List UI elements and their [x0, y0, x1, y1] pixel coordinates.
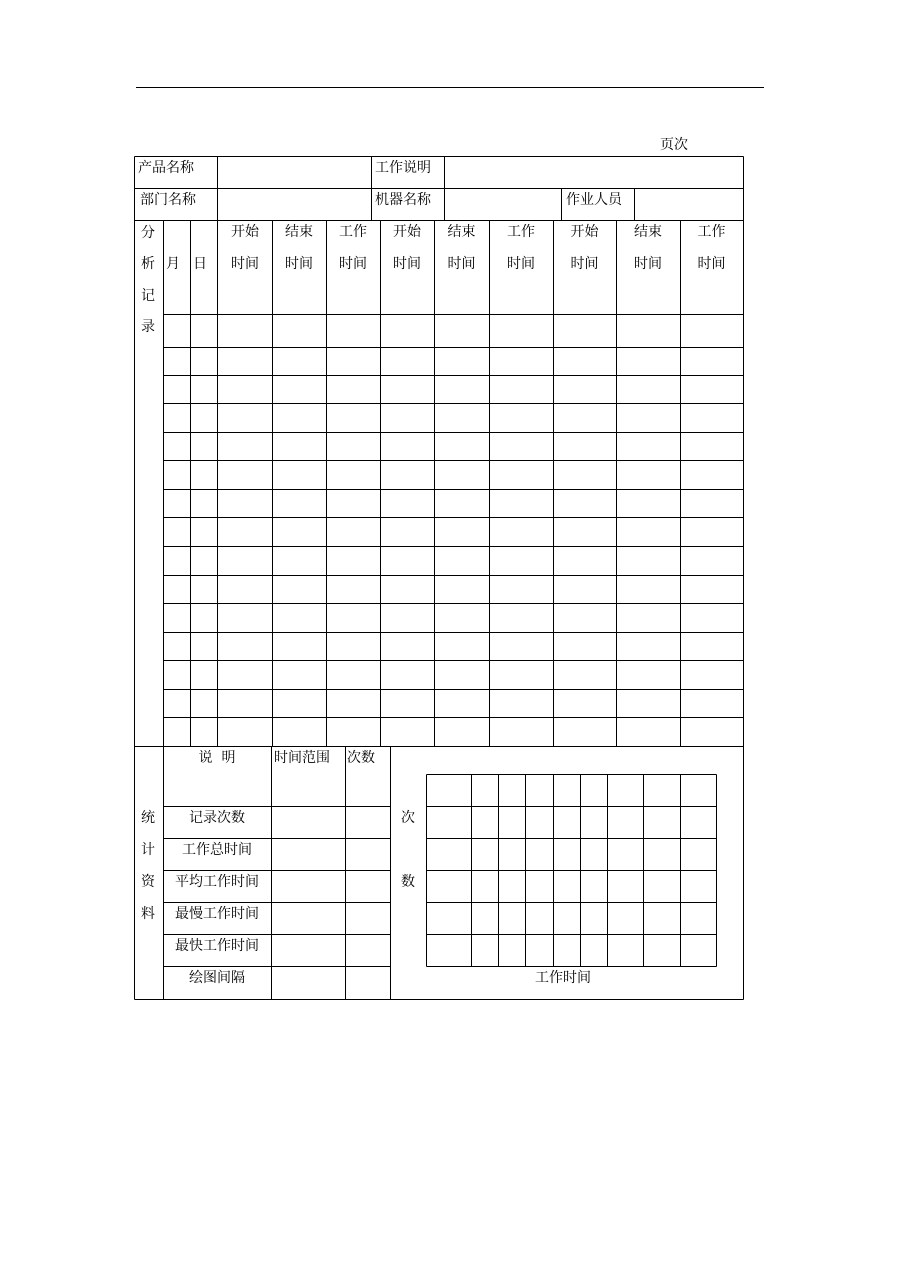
analysis-side-label-1: 分	[141, 225, 155, 241]
month-header: 月	[166, 256, 180, 272]
stats-row-record-count: 记录次数	[189, 810, 245, 826]
operator-label: 作业人员	[566, 192, 622, 208]
start-time-header-1a: 开始	[231, 224, 259, 240]
department-name-label: 部门名称	[140, 192, 196, 208]
analysis-side-label-2: 析	[141, 256, 155, 272]
work-description-label: 工作说明	[375, 160, 431, 176]
stats-row-total-work-time: 工作总时间	[182, 842, 252, 858]
stats-side-label-4: 料	[141, 906, 155, 922]
work-time-header-3a: 工作	[697, 224, 726, 240]
stats-side-label-3: 资	[141, 874, 155, 890]
start-time-header-2a: 开始	[393, 224, 421, 240]
work-time-header-2a: 工作	[507, 224, 535, 240]
end-time-header-1a: 结束	[285, 224, 313, 240]
product-name-label: 产品名称	[138, 160, 194, 176]
end-time-header-1b: 时间	[285, 256, 313, 272]
stats-row-plot-interval: 绘图间隔	[189, 970, 245, 986]
end-time-header-2b: 时间	[447, 256, 476, 272]
work-time-header-2b: 时间	[507, 256, 535, 272]
end-time-header-3a: 结束	[634, 224, 662, 240]
start-time-header-3b: 时间	[570, 256, 599, 272]
day-header: 日	[193, 256, 207, 272]
chart-y-label-2: 数	[401, 874, 415, 890]
start-time-header-1b: 时间	[231, 256, 259, 272]
start-time-header-3a: 开始	[570, 224, 599, 240]
stats-desc-header: 说 明	[198, 750, 236, 766]
work-time-header-1a: 工作	[339, 224, 367, 240]
start-time-header-2b: 时间	[393, 256, 421, 272]
stats-range-header: 时间范围	[274, 750, 330, 766]
end-time-header-2a: 结束	[447, 224, 476, 240]
chart-y-label-1: 次	[401, 810, 415, 826]
stats-side-label-1: 统	[141, 810, 155, 826]
chart-x-label: 工作时间	[535, 970, 591, 986]
machine-name-label: 机器名称	[375, 192, 431, 208]
work-time-header-1b: 时间	[339, 256, 367, 272]
analysis-side-label-4: 录	[141, 319, 155, 335]
stats-count-header: 次数	[347, 750, 375, 766]
page-number-label: 页次	[660, 137, 688, 153]
end-time-header-3b: 时间	[634, 256, 662, 272]
stats-row-average-work-time: 平均工作时间	[175, 874, 259, 890]
stats-row-fastest-work-time: 最快工作时间	[175, 938, 259, 954]
stats-row-slowest-work-time: 最慢工作时间	[175, 906, 259, 922]
work-time-header-3b: 时间	[697, 256, 726, 272]
stats-side-label-2: 计	[141, 842, 155, 858]
analysis-side-label-3: 记	[141, 288, 155, 304]
